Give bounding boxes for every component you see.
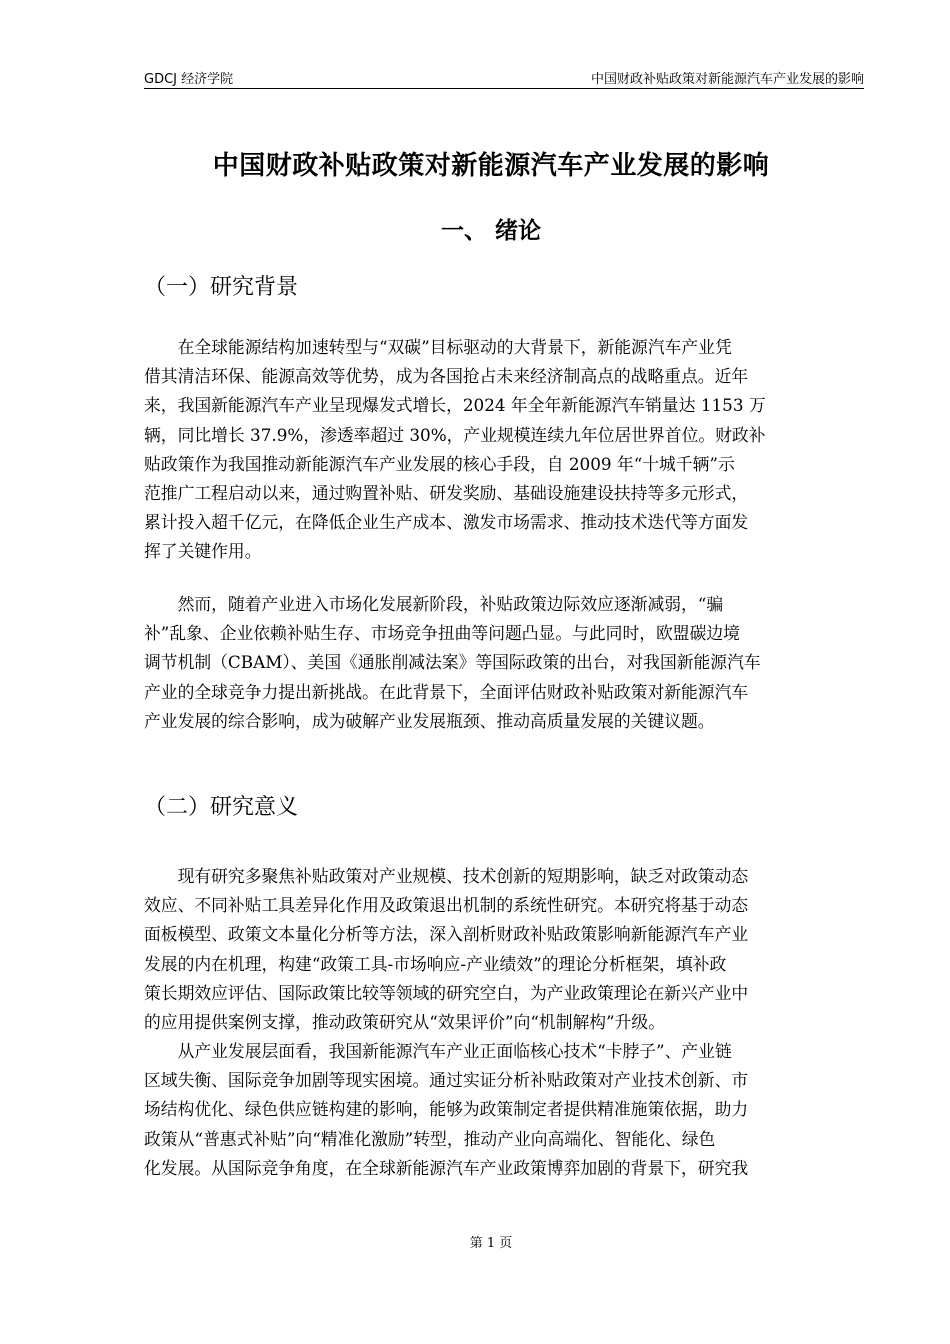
text-line: 效应、不同补贴工具差异化作用及政策退出机制的系统性研究。本研究将基于动态 <box>144 895 749 916</box>
header-running-title: 中国财政补贴政策对新能源汽车产业发展的影响 <box>590 72 864 87</box>
text-line: 贴政策作为我国推动新能源汽车产业发展的核心手段，自 2009 年“十城千辆”示 <box>144 453 735 474</box>
text-line: 现有研究多聚焦补贴政策对产业规模、技术创新的短期影响，缺乏对政策动态 <box>144 866 749 886</box>
document-title: 中国财政补贴政策对新能源汽车产业发展的影响 <box>212 151 770 181</box>
text-line: 范推广工程启动以来，通过购置补贴、研发奖励、基础设施建设扶持等多元形式， <box>144 483 749 504</box>
paragraph-background-2 <box>144 590 837 736</box>
text-line: 然而，随着产业进入市场化发展新阶段，补贴政策边际效应逐渐减弱，“骗 <box>144 594 724 614</box>
text-line: 在全球能源结构加速转型与“双碳”目标驱动的大背景下，新能源汽车产业凭 <box>144 337 732 357</box>
text-line: 借其清洁环保、能源高效等优势，成为各国抢占未来经济制高点的战略重点。近年 <box>144 366 749 387</box>
text-line: 化发展。从国际竞争角度，在全球新能源汽车产业政策博弈加剧的背景下，研究我 <box>144 1157 749 1178</box>
text-line: 累计投入超千亿元，在降低企业生产成本、激发市场需求、推动技术迭代等方面发 <box>144 512 749 533</box>
text-line: 产业的全球竞争力提出新挑战。在此背景下，全面评估财政补贴政策对新能源汽车 <box>144 681 749 702</box>
paragraph-significance-1 <box>144 862 837 1037</box>
chapter-title: 一、 绪论 <box>440 218 541 244</box>
paragraph-significance-2 <box>144 1037 837 1183</box>
page-number: 第 1 页 <box>469 1236 513 1251</box>
text-line: 场结构优化、绿色供应链构建的影响，能够为政策制定者提供精准施策依据，助力 <box>144 1099 749 1120</box>
text-line: 策长期效应评估、国际政策比较等领域的研究空白，为产业政策理论在新兴产业中 <box>144 982 749 1003</box>
text-line: 调节机制（CBAM）、美国《通胀削减法案》等国际政策的出台，对我国新能源汽车 <box>144 652 761 673</box>
text-line: 政策从“普惠式补贴”向“精准化激励”转型，推动产业向高端化、智能化、绿色 <box>144 1128 716 1149</box>
text-line: 辆，同比增长 37.9%，渗透率超过 30%，产业规模连续九年位居世界首位。财政补 <box>144 424 766 445</box>
text-line: 产业发展的综合影响，成为破解产业发展瓶颈、推动高质量发展的关键议题。 <box>144 710 715 731</box>
text-line: 挥了关键作用。 <box>144 541 262 562</box>
header-school: GDCJ 经济学院 <box>144 72 234 87</box>
text-line: 区域失衡、国际竞争加剧等现实困境。通过实证分析补贴政策对产业技术创新、市 <box>144 1070 749 1091</box>
text-line: 从产业发展层面看，我国新能源汽车产业正面临核心技术“卡脖子”、产业链 <box>144 1041 732 1061</box>
section-heading-significance: （二）研究意义 <box>144 795 299 820</box>
page-header <box>144 66 864 89</box>
text-line: 补”乱象、企业依赖补贴生存、市场竞争扭曲等问题凸显。与此同时，欧盟碳边境 <box>144 623 740 644</box>
text-line: 面板模型、政策文本量化分析等方法，深入剖析财政补贴政策影响新能源汽车产业 <box>144 924 749 945</box>
paragraph-background-1 <box>144 333 837 567</box>
text-line: 的应用提供案例支撑，推动政策研究从“效果评价”向“机制解构”升级。 <box>144 1012 665 1033</box>
section-heading-background: （一）研究背景 <box>144 275 299 300</box>
text-line: 来，我国新能源汽车产业呈现爆发式增长，2024 年全年新能源汽车销量达 1153 万 <box>144 395 766 416</box>
text-line: 发展的内在机理，构建“政策工具-市场响应-产业绩效”的理论分析框架，填补政 <box>144 953 727 974</box>
